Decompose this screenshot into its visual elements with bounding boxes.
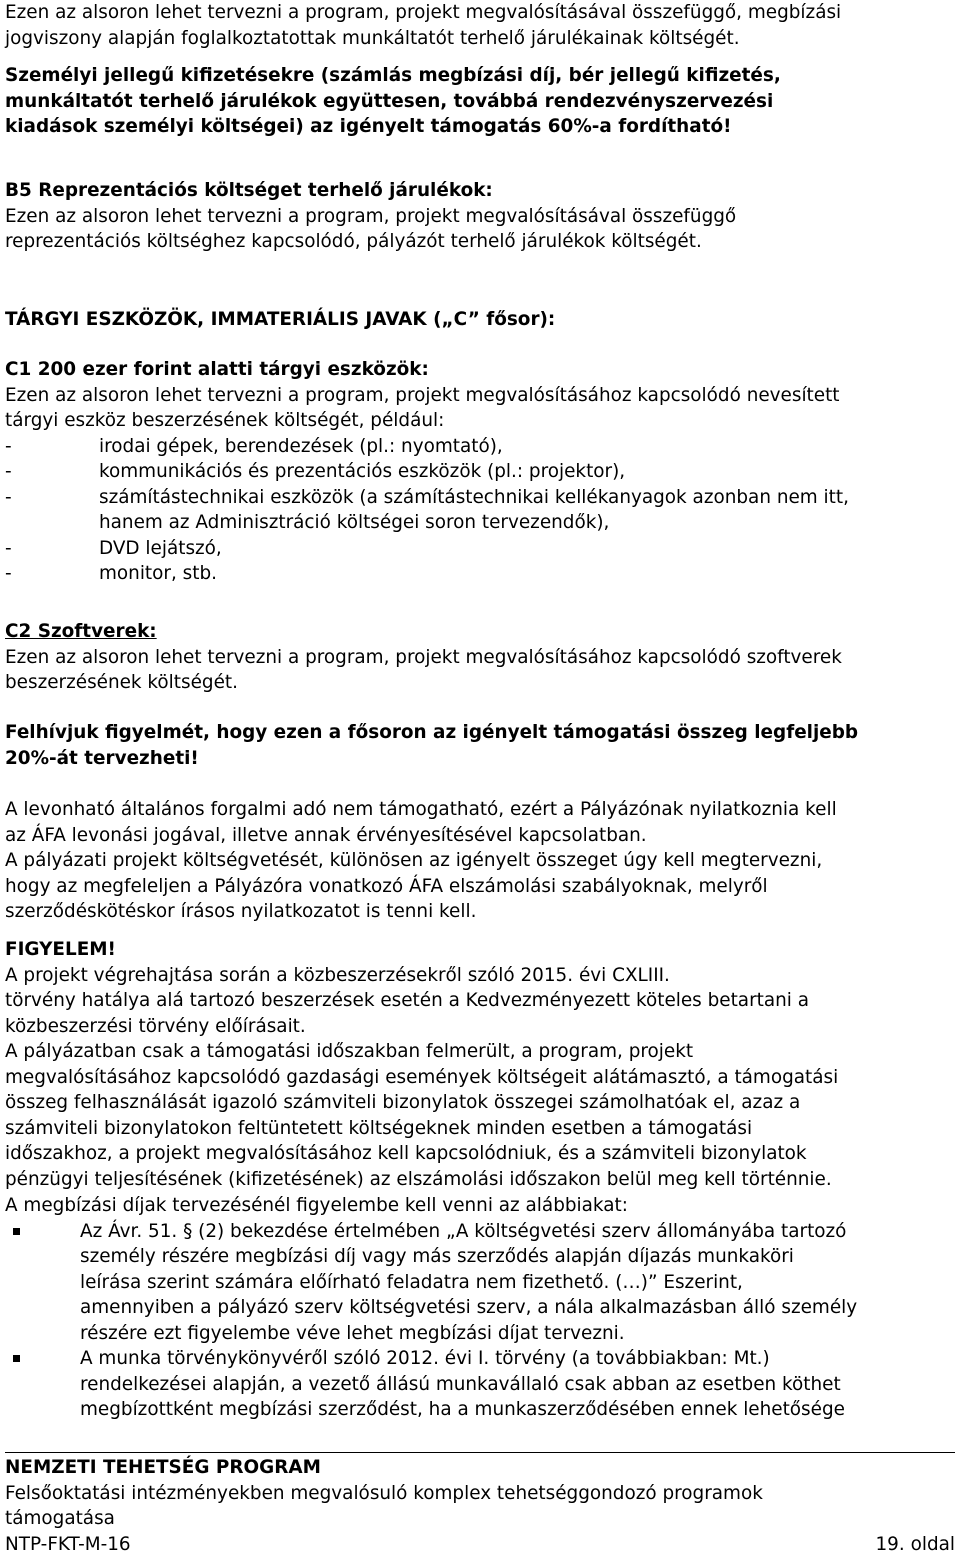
text-line: közbeszerzési törvény előírásait. <box>5 1015 306 1037</box>
document-code: NTP-FKT-M-16 <box>5 1533 131 1555</box>
list-item-text: hanem az Adminisztráció költségei soron tervezendők), <box>99 512 610 533</box>
text-line: reprezentációs költséghez kapcsolódó, pályázót terhelő járulékok költségét. <box>5 231 702 252</box>
list-item <box>5 536 955 562</box>
warning-label: FIGYELEM! <box>5 939 116 960</box>
fees-intro: A megbízási díjak tervezésénél figyelembe kell venni az alábbiakat: <box>5 1195 628 1216</box>
text-line: A pályázatban csak a támogatási időszakban felmerült, a program, projekt <box>5 1041 694 1062</box>
funding-limit-notice <box>5 720 955 771</box>
footer-meta-row <box>5 1532 955 1557</box>
dash-mark: - <box>5 537 12 559</box>
list-item-text: számítástechnikai eszközök (a számítástechnikai kellékanyagok azonban nem itt, <box>99 486 849 508</box>
c1-section <box>5 357 955 587</box>
text-line: Személyi jellegű kifizetésekre (számlás megbízási díj, bér jellegű kifizetés, <box>5 65 781 86</box>
page-footer <box>5 1455 955 1557</box>
text-line: törvény hatálya alá tartozó beszerzések esetén a Kedvezményezett köteles betartani a <box>5 990 809 1011</box>
text-line: A pályázati projekt költségvetését, különösen az igényelt összeget úgy kell megtervezni, <box>5 850 823 871</box>
text-line: Ezen az alsoron lehet tervezni a program, projekt megvalósításával összefüggő <box>5 205 737 227</box>
footer-divider <box>5 1452 955 1453</box>
text-line: számviteli bizonylatokon feltüntetett költségeknek minden esetben a támogatási <box>5 1117 753 1139</box>
text-line: hogy az megfeleljen a Pályázóra vonatkozó ÁFA elszámolási szabályoknak, melyről <box>5 875 768 897</box>
footer-program-name: NEMZETI TEHETSÉG PROGRAM <box>5 1457 321 1478</box>
list-item-text: rendelkezései alapján, a vezető állású munkavállaló csak abban az esetben köthet <box>80 1373 841 1395</box>
dash-mark: - <box>5 435 12 457</box>
text-line: A levonható általános forgalmi adó nem támogatható, ezért a Pályázónak nyilatkoznia kell <box>5 799 837 820</box>
dash-mark: - <box>5 461 12 482</box>
dash-mark: - <box>5 563 12 584</box>
b5-heading: B5 Reprezentációs költséget terhelő járulékok: <box>5 180 493 201</box>
text-line: időszakhoz, a projekt megvalósításához kell kapcsolódniuk, és a számviteli bizonylatok <box>5 1143 807 1164</box>
vat-section <box>5 797 955 925</box>
list-item <box>5 459 955 485</box>
list-item-text: részére ezt figyelembe véve lehet megbízási díjat tervezni. <box>80 1322 625 1344</box>
c2-section <box>5 619 955 696</box>
text-line: 20%-át tervezheti! <box>5 747 199 769</box>
text-line: tárgyi eszköz beszerzésének költségét, például: <box>5 410 445 431</box>
text-line: munkáltatót terhelő járulékok együttesen, továbbá rendezvényszervezési <box>5 90 774 112</box>
c2-heading: C2 Szoftverek: <box>5 621 157 642</box>
list-item-text: A munka törvénykönyvéről szóló 2012. évi I. törvény (a továbbiakban: Mt.) <box>80 1348 770 1369</box>
footer-program-line: támogatása <box>5 1508 115 1529</box>
list-item-text: monitor, stb. <box>99 563 217 584</box>
text-line: megvalósításához kapcsolódó gazdasági események költségeit alátámasztó, a támogatási <box>5 1066 839 1088</box>
list-item-text: irodai gépek, berendezések (pl.: nyomtató), <box>99 435 503 457</box>
list-item <box>5 485 955 536</box>
page-number: 19. oldal <box>875 1533 955 1555</box>
text-line: kiadások személyi költségei) az igényelt támogatás 60%-a fordítható! <box>5 116 732 137</box>
list-item <box>5 434 955 460</box>
text-line: Felhívjuk figyelmét, hogy ezen a fősoron az igényelt támogatási összeg legfeljebb <box>5 722 859 743</box>
list-item <box>5 1346 955 1423</box>
list-item-text: megbízottként megbízási szerződést, ha a munkaszerződésében ennek lehetősége <box>80 1399 845 1420</box>
square-bullet-icon <box>13 1228 20 1235</box>
list-item-text: DVD lejátszó, <box>99 537 222 559</box>
text-line: jogviszony alapján foglalkoztatottak munkáltatót terhelő járulékainak költségét. <box>5 27 740 49</box>
list-item <box>5 561 955 587</box>
section-c-heading: TÁRGYI ESZKÖZÖK, IMMATERIÁLIS JAVAK („C” fősor): <box>5 309 556 330</box>
text-line: összeg felhasználását igazoló számviteli bizonylatok összegei számolhatóak el, azaz a <box>5 1092 801 1113</box>
list-item-text: leírása szerint számára előírható feladatra nem fizethető. (…)” Eszerint, <box>80 1271 743 1293</box>
footer-program-line: Felsőoktatási intézményekben megvalósuló komplex tehetséggondozó programok <box>5 1482 763 1504</box>
text-line: szerződéskötéskor írásos nyilatkozatot is tenni kell. <box>5 901 477 922</box>
text-line: beszerzésének költségét. <box>5 672 238 693</box>
dash-mark: - <box>5 486 12 508</box>
list-item-text: kommunikációs és prezentációs eszközök (pl.: projektor), <box>99 461 626 482</box>
text-line: pénzügyi teljesítésének (kifizetésének) az elszámolási időszakon belül meg kell történnie. <box>5 1168 832 1190</box>
list-item-text: Az Ávr. 51. § (2) bekezdése értelmében „A költségvetési szerv állományába tartozó <box>80 1220 847 1242</box>
intro-paragraph <box>5 0 955 51</box>
fees-bullet-list <box>5 1219 955 1423</box>
b5-section <box>5 178 955 255</box>
text-line: az ÁFA levonási jogával, illetve annak érvényesítésével kapcsolatban. <box>5 824 647 846</box>
c1-dash-list <box>5 434 955 587</box>
list-item <box>5 1219 955 1347</box>
list-item-text: személy részére megbízási díj vagy más szerződés alapján díjazás munkaköri <box>80 1246 794 1267</box>
text-line: Ezen az alsoron lehet tervezni a program, projekt megvalósításával összefüggő, megbízási <box>5 2 842 23</box>
square-bullet-icon <box>13 1355 20 1362</box>
list-item-text: amennyiben a pályázó szerv költségvetési szerv, a nála alkalmazásban álló személy <box>80 1297 858 1318</box>
fees-section <box>5 1193 955 1423</box>
procurement-warning <box>5 937 955 1192</box>
personal-costs-paragraph <box>5 63 955 140</box>
text-line <box>5 937 955 988</box>
warning-text: A projekt végrehajtása során a közbeszerzésekről szóló 2015. évi CXLIII. <box>5 964 670 986</box>
text-line: Ezen az alsoron lehet tervezni a program, projekt megvalósításához kapcsolódó nevesített <box>5 384 840 406</box>
c1-heading: C1 200 ezer forint alatti tárgyi eszközök: <box>5 359 429 380</box>
text-line: Ezen az alsoron lehet tervezni a program, projekt megvalósításához kapcsolódó szoftverek <box>5 646 842 668</box>
